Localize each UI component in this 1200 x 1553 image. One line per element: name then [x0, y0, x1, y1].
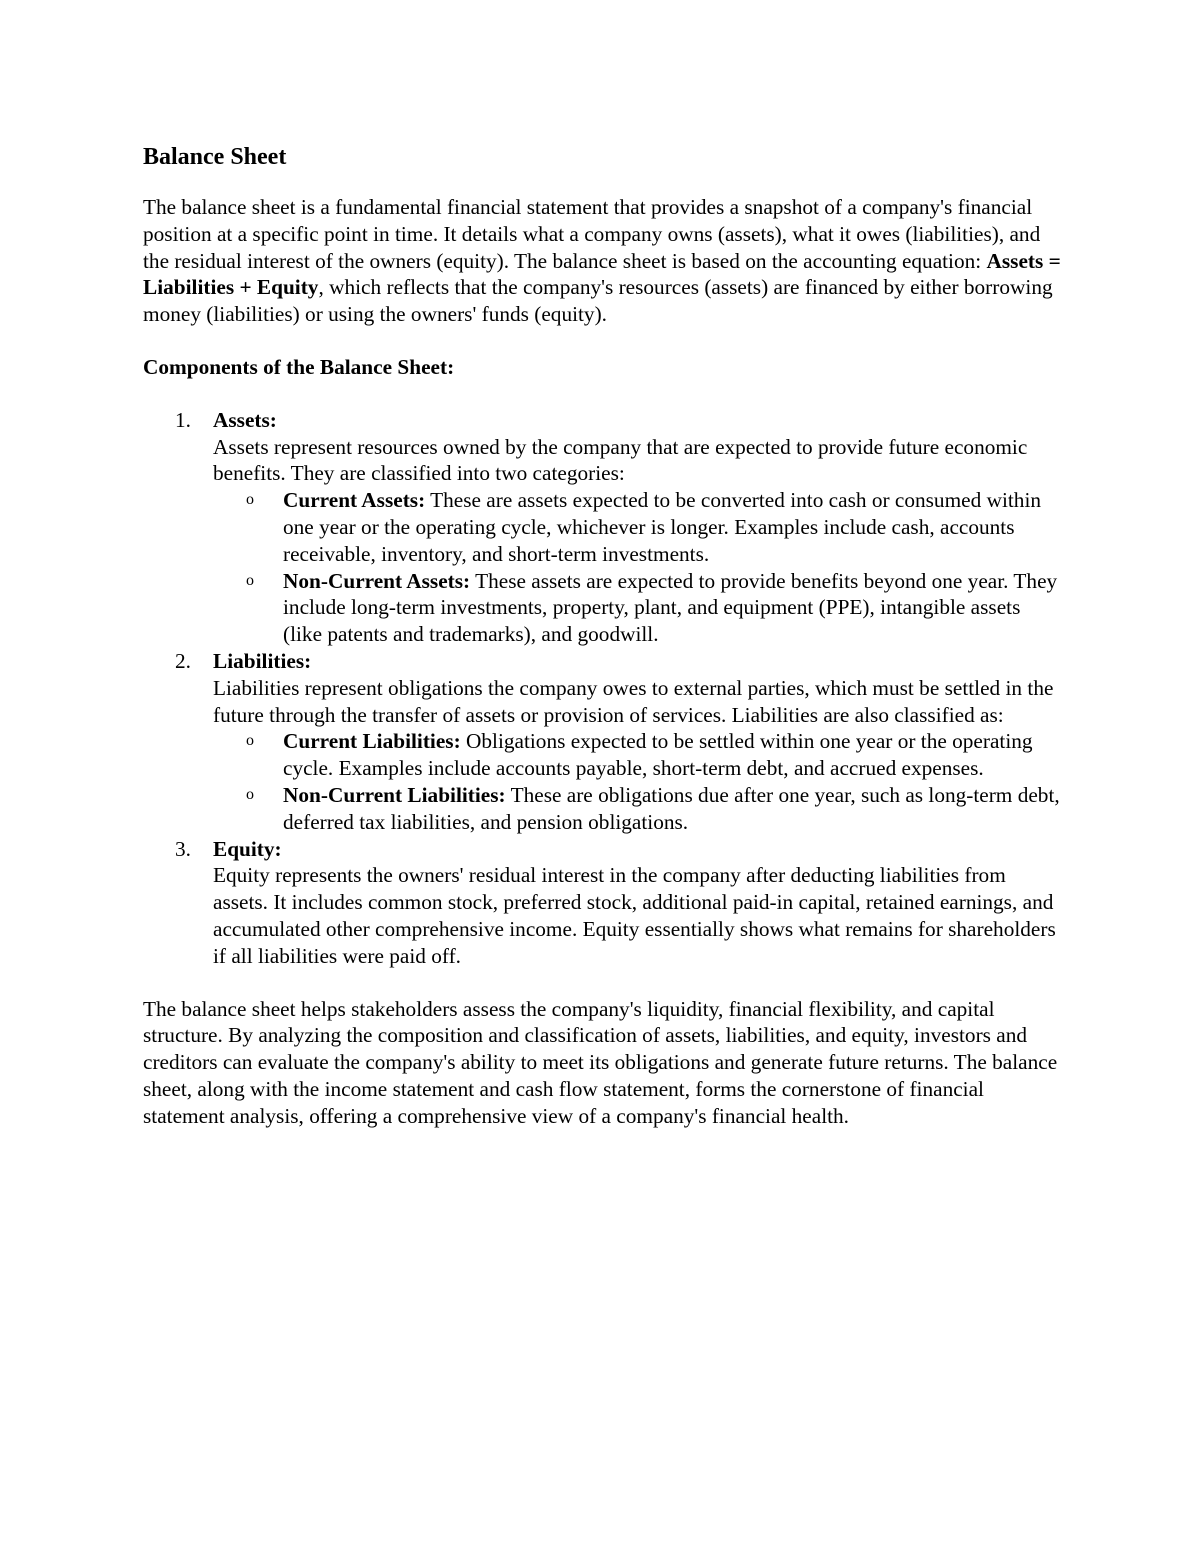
component-description: Assets represent resources owned by the company that are expected to provide future economic benefits. They are classified into two categories: [213, 434, 1028, 486]
sub-item-non-current-assets [213, 568, 1063, 648]
conclusion-paragraph: The balance sheet helps stakeholders assess the company's liquidity, financial flexibility, and capital structure. By analyzing the composition and classification of assets, liabilities, and equity, investors and creditors can evaluate the company's ability to meet its obligations and generate future returns. The balance sheet, along with the income statement and cash flow statement, forms the cornerstone of financial statement analysis, offering a comprehensive view of a company's financial health. [143, 996, 1058, 1128]
intro-text-after: , which reflects that the company's resources (assets) are financed by either borrowing money (liabilities) or using the owners' funds (equity). [143, 275, 1053, 327]
sub-item-title: Non-Current Assets: [283, 568, 471, 593]
bullet-icon: o [246, 491, 254, 509]
list-number: 2. [175, 648, 191, 673]
component-item-liabilities [143, 648, 1063, 836]
sub-item-current-assets [213, 487, 1063, 567]
sub-item-text: These are assets expected to be converted into cash or consumed within one year or the operating cycle, whichever is longer. Examples include cash, accounts receivable, inventory, and short-term investments. [283, 488, 1042, 566]
list-number: 3. [175, 836, 191, 861]
sub-item-title: Non-Current Liabilities: [283, 782, 506, 807]
sub-item-current-liabilities [213, 728, 1063, 782]
bullet-icon: o [246, 571, 254, 589]
sub-item-title: Current Liabilities: [283, 729, 461, 754]
document-page [143, 140, 1063, 1130]
component-item-equity [143, 836, 1063, 970]
sub-item-text: Obligations expected to be settled within one year or the operating cycle. Examples include accounts payable, short-term debt, and accrued expenses. [283, 729, 1033, 781]
document-title: Balance Sheet [143, 144, 287, 170]
bullet-icon: o [246, 785, 254, 803]
sub-item-text: These assets are expected to provide benefits beyond one year. They include long-term investments, property, plant, and equipment (PPE), intangible assets (like patents and trademarks), and goodwill. [283, 568, 1058, 647]
sub-list [213, 487, 1063, 648]
sub-item-text: These are obligations due after one year, such as long-term debt, deferred tax liabilities, and pension obligations. [283, 782, 1060, 834]
component-title: Equity: [213, 836, 282, 861]
component-description: Equity represents the owners' residual interest in the company after deducting liabilities from assets. It includes common stock, preferred stock, additional paid-in capital, retained earnings, and accumulated other comprehensive income. Equity essentially shows what remains for shareholders if all liabilities were paid off. [213, 863, 1056, 968]
sub-item-title: Current Assets: [283, 488, 426, 513]
list-number: 1. [175, 407, 191, 432]
component-item-assets [143, 407, 1063, 648]
component-title: Assets: [213, 407, 277, 432]
accounting-equation: Assets = Liabilities + Equity [143, 248, 1061, 300]
component-description: Liabilities represent obligations the company owes to external parties, which must be settled in the future through the transfer of assets or provision of services. Liabilities are also classified as: [213, 675, 1054, 727]
bullet-icon: o [246, 732, 254, 750]
intro-paragraph [143, 194, 1063, 328]
intro-text-before: The balance sheet is a fundamental financial statement that provides a snapshot of a company's financial position at a specific point in time. It details what a company owns (assets), what it owes (liabilities), and the residual interest of the owners (equity). The balance sheet is based on the accounting equation: [143, 195, 1041, 273]
sub-list [213, 728, 1063, 835]
component-title: Liabilities: [213, 648, 312, 673]
sub-item-non-current-liabilities [213, 782, 1063, 836]
components-heading: Components of the Balance Sheet: [143, 354, 455, 379]
components-list [143, 407, 1063, 970]
